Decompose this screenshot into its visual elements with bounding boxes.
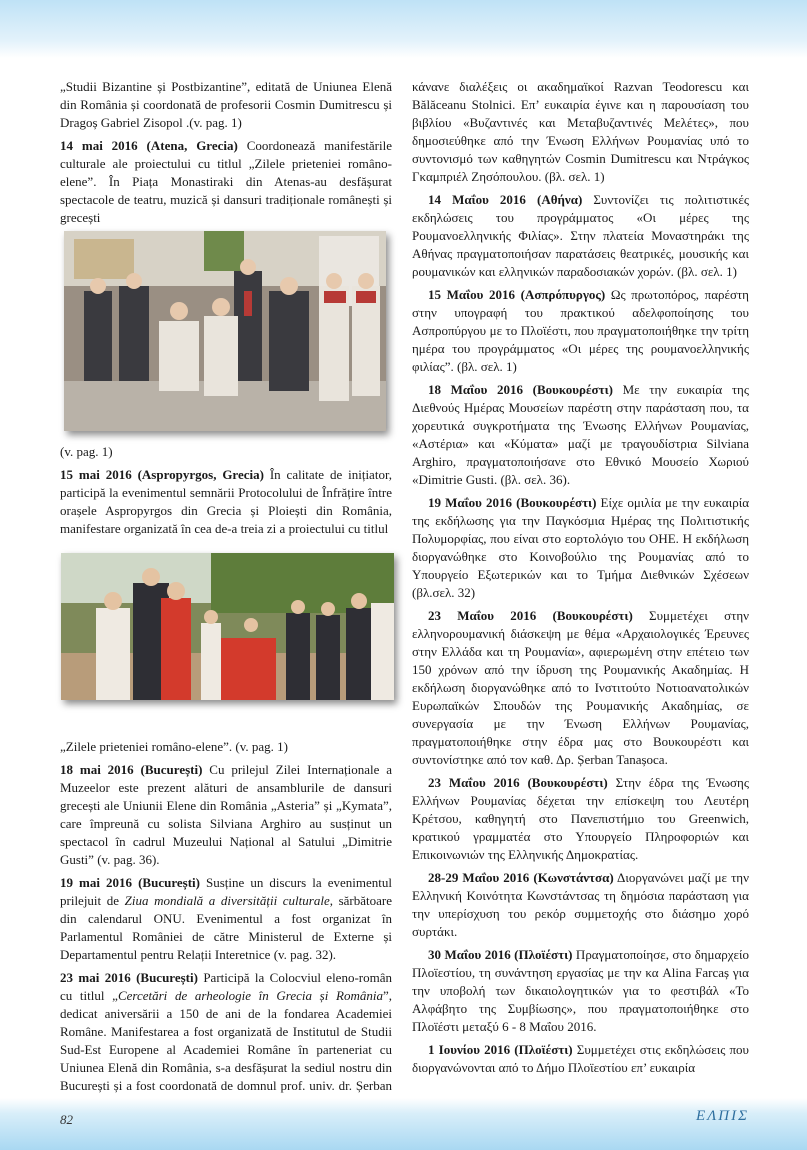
entry-date: 14 mai 2016 (Atena, Grecia)	[60, 138, 238, 153]
left-column-middle	[60, 443, 392, 543]
photo-group-monastiraki	[64, 231, 386, 431]
entry-date: 23 Μαΐου 2016 (Βουκουρέστι)	[428, 608, 633, 623]
paragraph: 23 mai 2016 (București) Participă la Colocviul eleno-român cu titlul „Cercetări de arheologie în Grecia și România”, dedicat aniversării a 150 de ani de la fondarea Academiei Române. Manifestarea a fost organizată de Institutul de Studii Sud-Est Europene al Academiei Române în parteneriat cu Uniunea Elenă din România, s-a desfășurat la sediul nostru din București și a fost coordonată de domnul prof. univ. dr. Șerban	[60, 970, 392, 1093]
entry-date: 18 Μαΐου 2016 (Βουκουρέστι)	[428, 382, 613, 397]
entry-date: 14 Μαΐου 2016 (Αθήνα)	[428, 192, 583, 207]
paragraph: 19 Μαΐου 2016 (Βουκουρέστι) Είχε ομιλία με την ευκαιρία της εκδήλωσης για την Παγκόσμια Ημέρας της Πολιτιστικής Πολυμορφίας, που είναι στο εορτολόγιο του ΟΗΕ. Η εκδήλωση διοργανώθηκε στο Κοινοβούλιο της Ρουμανίας από το Υπουργείο Εξωτερικών και το Τμήμα Διεθνικών Σχέσεων (βλ.σελ. 32)	[412, 495, 750, 600]
photo-image	[64, 231, 386, 431]
entry-date: 15 mai 2016 (Aspropyrgos, Grecia)	[60, 467, 264, 482]
entry-date: 28-29 Μαΐου 2016 (Κωνστάντσα)	[428, 870, 614, 885]
entry-date: 18 mai 2016 (București)	[60, 762, 203, 777]
right-column	[412, 78, 749, 1082]
paragraph: „Studii Bizantine și Postbizantine”, editată de Uniunea Elenă din România și coordonată de profesorii Cosmin Dumitrescu și Dragoș Gabriel Zisopol .(v. pag. 1)	[60, 79, 392, 130]
entry-date: 15 Μαΐου 2016 (Ασπρόπυργος)	[428, 287, 606, 302]
footer-band	[0, 1098, 807, 1150]
paragraph: 23 Μαΐου 2016 (Βουκουρέστι) Στην έδρα της Ένωσης Ελλήνων Ρουμανίας δέχεται την επίσκεψη του Λευτέρη Κρέτσου, καθηγητή στο Πανεπιστήμιο του Greenwich, κρατικού γραμματέα στο Υπουργείο Πληροφοριών και Επικοινωνιών της Ελληνικής Δημοκρατίας.	[412, 775, 749, 862]
paragraph: 15 Μαΐου 2016 (Ασπρόπυργος) Ως πρωτοπόρος, παρέστη στην υπογραφή του πρακτικού αδελφοποίησης του Ασπροπύργου με το Πλοϊέστι, που πραγματοποιήθηκε την τρίτη ημέρα του προγράμματος «Οι μέρες της ρουμανοελληνικής φιλίας”. (βλ. σελ. 1)	[412, 287, 749, 374]
entry-date: 19 mai 2016 (București)	[60, 875, 200, 890]
paragraph: 28-29 Μαΐου 2016 (Κωνστάντσα) Διοργανώνει μαζί με την Ελληνική Κοινότητα Κωνστάντσας τη δημόσια παράσταση για την υπερίσχυση του ρεκόρ συμμετοχής στο διάσημο χορό συρτάκι.	[412, 870, 749, 939]
paragraph: 14 Μαΐου 2016 (Αθήνα) Συντονίζει τις πολιτιστικές εκδηλώσεις του προγράμματος «Οι μέρες της Ρουμανοελληνικής Φιλίας». Στην πλατεία Μοναστηράκι της Αθήνας πραγματοποιήσαν παρατάσεις θεατρικές, μουσικής και ρουμανικών και ελληνικών παραδοσιακών χορών. (βλ. σελ. 1)	[412, 192, 749, 279]
paragraph: 14 mai 2016 (Atena, Grecia) Coordonează manifestările culturale ale proiectului cu titlul „Zilele prieteniei româno-elene”. În Piața Monastiraki din Atenas-au desfășurat spectacole de teatru, muzică și dansuri tradiționale românești și grecești	[60, 138, 392, 225]
paragraph: 23 Μαΐου 2016 (Βουκουρέστι) Συμμετέχει στην ελληνορουμανική διάσκεψη με θέμα «Αρχαιολογικές Έρευνες στην Ελλάδα και τη Ρουμανία», αφιερωμένη στην επέτειο των 150 χρόνων από την ίδρυση της Ρουμανικής Ακαδημίας. Η εκδήλωση διοργανώθηκε από το Ινστιτούτο Νοτιοανατολικών Ευρωπαϊκών Σπουδών της Ρουμανικής Ακαδημίας, σε συνεργασία με την Ένωση Ελλήνων Ρουμανίας, πραγματοποιήθηκε στην έδρα μας στο Βουκουρέστι και συντονίστηκε από τον καθ. Δρ. Șerban Tanașoca.	[412, 608, 749, 767]
entry-date: 30 Μαΐου 2016 (Πλοϊέστι)	[428, 947, 573, 962]
paragraph: 18 mai 2016 (București) Cu prilejul Zilei Internaționale a Muzeelor este prezent alături de ansamblurile de dansuri grecești ale Uniunii Elene din România „Asteria” și „Kymata”, care împreună cu solista Silviana Arghiro au susținut un spectacol în cadrul Muzeului Național al Satului „Dimitrie Gusti” (v. pag. 36).	[60, 762, 392, 867]
header-band	[0, 0, 807, 58]
paragraph: „Zilele prieteniei româno-elene”. (v. pag. 1)	[60, 739, 288, 754]
left-column-top	[60, 78, 392, 232]
entry-date: 23 mai 2016 (București)	[60, 970, 198, 985]
paragraph: (v. pag. 1)	[60, 444, 113, 459]
entry-date: 1 Ιουνίου 2016 (Πλοϊέστι)	[428, 1042, 573, 1057]
paragraph: 19 mai 2016 (București) Susține un discurs la evenimentul prilejuit de Ziua mondială a diversității culturale, sărbătoare din calendarul ONU. Evenimentul a fost organizat în Parlamentul României de către Ministerul de Externe și Departamentul pentru Relații Interetnice (v. pag. 32).	[60, 875, 392, 962]
entry-date: 19 Μαΐου 2016 (Βουκουρέστι)	[428, 495, 597, 510]
left-column-bottom	[60, 738, 392, 1118]
photo-group-aspropyrgos	[61, 553, 394, 700]
running-title: ΕΛΠΙΣ	[696, 1108, 749, 1124]
paragraph: 15 mai 2016 (Aspropyrgos, Grecia) În calitate de inițiator, participă la evenimentul semnării Protocolului de Înfrățire între orașele Aspropyrgos din Grecia și Ploiești din România, manifestare organizată în cea de-a treia zi a proiectului cu titlul	[60, 467, 392, 536]
paragraph: 18 Μαΐου 2016 (Βουκουρέστι) Με την ευκαιρία της Διεθνούς Ημέρας Μουσείων παρέστη στην παράσταση που, τα χορευτικά συγκροτήματα της Ένωσης Ελλήνων Ρουμανίας, «Αστέρια» και «Κύματα» μαζί με τραγουδίστρια Silviana Arghiro, πραγματοποιήσανε στο Εθνικό Μουσείο Χωριού «Dimitrie Gusti. (βλ. σελ. 36).	[412, 382, 750, 487]
paragraph: 30 Μαΐου 2016 (Πλοϊέστι) Πραγματοποίησε, στο δημαρχείο Πλοϊεστίου, τη συνάντηση εργασίας με την κα Alina Farcaș για την υποβολή των δικαιολογητικών για το φεστιβάλ «Το Αλφάβητο της Συμβίωσης», που πραγματοποιήθηκε στο Πλοϊέστι μεταξύ 6 - 8 Μαΐου 2016.	[412, 947, 749, 1034]
photo-image	[61, 553, 394, 700]
paragraph: 1 Ιουνίου 2016 (Πλοϊέστι) Συμμετέχει στις εκδηλώσεις που διοργανώνονται από το Δήμο Πλοϊεστίου επ’ ευκαιρία	[412, 1042, 749, 1075]
entry-date: 23 Μαΐου 2016 (Βουκουρέστι)	[428, 775, 608, 790]
page-number: 82	[60, 1112, 73, 1127]
paragraph: κάνανε διαλέξεις οι ακαδημαϊκοί Razvan Teodorescu και Bălăceanu Stolnici. Επ’ ευκαιρία έγινε και η παρουσίαση του βιβλίου «Βυζαντινές και Μεταβυζαντινές Μελέτες», που δημοσιεύθηκε από την Ένωση Ελλήνων Ρουμανίας υπό το συντονισμό των καθηγητών Cosmin Dumitrescu και Ντράγκος Γκαμπριέλ Ζησόπουλου. (βλ. σελ. 1)	[412, 79, 749, 184]
